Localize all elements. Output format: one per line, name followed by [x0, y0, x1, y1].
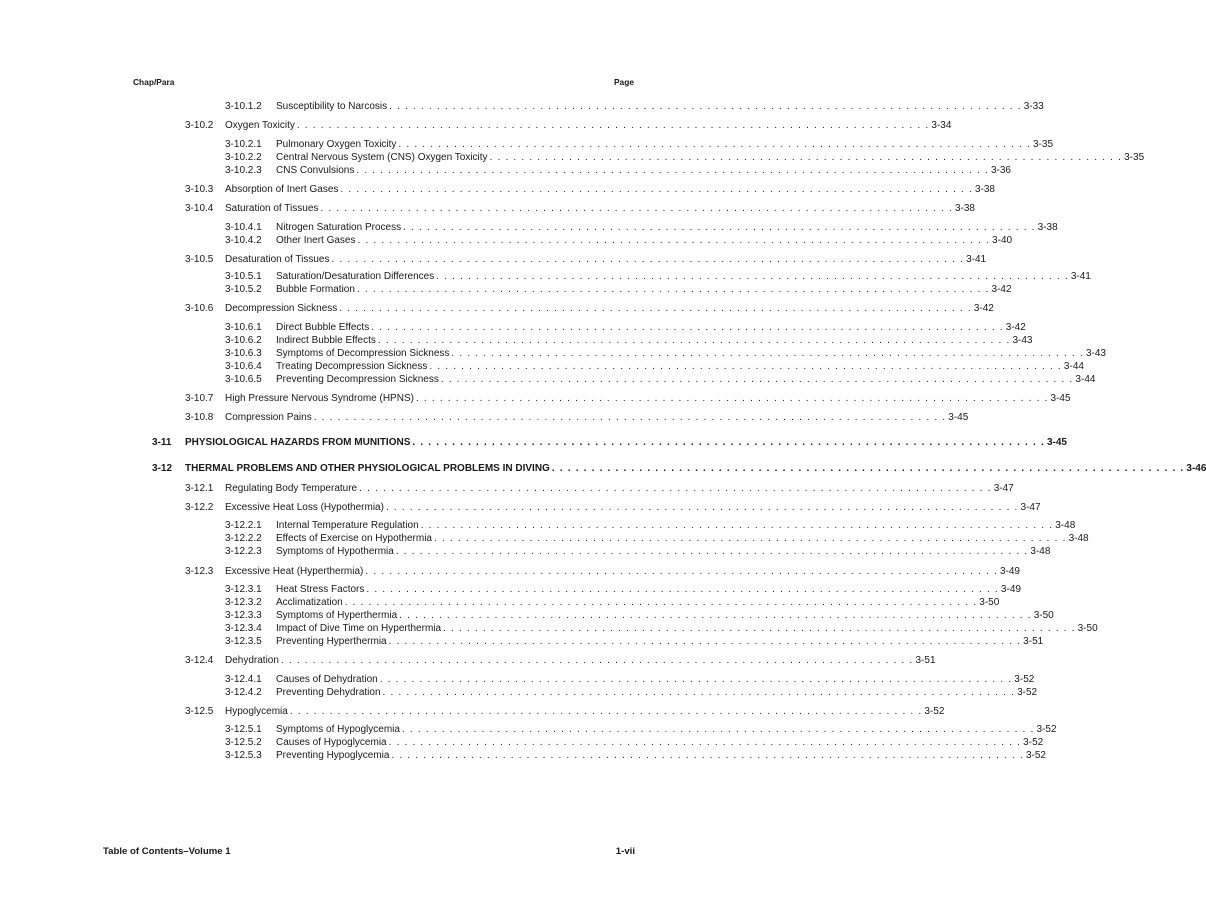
dot-leader: . . . . . . . . . . . . . . . . . . . . . . . . . . . . . . . . . . . . . . . . . . . . . . . . . . . . . . . . . . . . . . . . . . . . . . . . . . . . . . . . [420, 520, 1054, 531]
footer-page-number: 1-vii [615, 846, 635, 857]
dot-leader: . . . . . . . . . . . . . . . . . . . . . . . . . . . . . . . . . . . . . . . . . . . . . . . . . . . . . . . . . . . . . . . . . . . . . . . . . . . . . . . . [489, 152, 1123, 163]
toc-entry-page: 3-52 [1036, 724, 1057, 735]
toc-entry-page: 3-48 [1055, 520, 1076, 531]
dot-leader: . . . . . . . . . . . . . . . . . . . . . . . . . . . . . . . . . . . . . . . . . . . . . . . . . . . . . . . . . . . . . . . . . . . . . . . . . . . . . . . . [365, 566, 998, 577]
toc-entry-page: 3-38 [974, 184, 995, 195]
dot-leader: . . . . . . . . . . . . . . . . . . . . . . . . . . . . . . . . . . . . . . . . . . . . . . . . . . . . . . . . . . . . . . . . . . . . . . . . . . . . . . . . [415, 393, 1049, 404]
toc-entry-title: Desaturation of Tissues [225, 254, 330, 265]
toc-entry [0, 302, 994, 315]
toc-entry-page: 3-52 [924, 706, 945, 717]
toc-entry-title: Preventing Dehydration [276, 687, 381, 698]
toc-entry [0, 583, 1021, 596]
toc-entry-number: 3-10.4 [185, 203, 214, 214]
toc-entry-title: Indirect Bubble Effects [276, 335, 376, 346]
toc-entry [0, 360, 1084, 373]
dot-leader: . . . . . . . . . . . . . . . . . . . . . . . . . . . . . . . . . . . . . . . . . . . . . . . . . . . . . . . . . . . . . . . . . . . . . . . . . . . . . . . . [356, 284, 990, 295]
toc-entry-page: 3-42 [973, 303, 994, 314]
toc-entry-title: Pulmonary Oxygen Toxicity [276, 139, 397, 150]
dot-leader: . . . . . . . . . . . . . . . . . . . . . . . . . . . . . . . . . . . . . . . . . . . . . . . . . . . . . . . . . . . . . . . . . . . . . . . . . . . . . . . . [395, 546, 1029, 557]
toc-entry-page: 3-50 [1033, 610, 1054, 621]
toc-entry [0, 673, 1035, 686]
dot-leader: . . . . . . . . . . . . . . . . . . . . . . . . . . . . . . . . . . . . . . . . . . . . . . . . . . . . . . . . . . . . . . . . . . . . . . . . . . . . . . . . [320, 203, 953, 214]
toc-entry-number: 3-10.2.1 [225, 139, 262, 150]
toc-entry-page: 3-41 [966, 254, 987, 265]
dot-leader: . . . . . . . . . . . . . . . . . . . . . . . . . . . . . . . . . . . . . . . . . . . . . . . . . . . . . . . . . . . . . . . . . . . . . . . . . . . . . . . . [389, 101, 1022, 112]
toc-entry [0, 411, 969, 424]
toc-entry [0, 545, 1051, 558]
toc-entry-number: 3-10.4.2 [225, 235, 262, 246]
toc-entry [0, 635, 1044, 648]
dot-leader: . . . . . . . . . . . . . . . . . . . . . . . . . . . . . . . . . . . . . . . . . . . . . . . . . . . . . . . . . . . . . . . . . . . . . . . . . . . . . . . . [382, 687, 1016, 698]
toc-entry-page: 3-42 [991, 284, 1012, 295]
toc-entry-number: 3-12.2 [185, 502, 214, 513]
toc-entry [0, 532, 1089, 545]
toc-entry-title: Impact of Dive Time on Hyperthermia [276, 623, 442, 634]
toc-entry-page: 3-47 [993, 483, 1014, 494]
toc-entry-number: 3-12.3.1 [225, 584, 262, 595]
dot-leader: . . . . . . . . . . . . . . . . . . . . . . . . . . . . . . . . . . . . . . . . . . . . . . . . . . . . . . . . . . . . . . . . . . . . . . . . . . . . . . . . [436, 271, 1069, 282]
toc-entry-number: 3-10.3 [185, 184, 214, 195]
toc-entry-number: 3-12.2.3 [225, 546, 262, 557]
toc-entry-page: 3-38 [1037, 222, 1058, 233]
dot-leader: . . . . . . . . . . . . . . . . . . . . . . . . . . . . . . . . . . . . . . . . . . . . . . . . . . . . . . . . . . . . . . . . . . . . . . . . . . . . . . . . [429, 361, 1062, 372]
dot-leader: . . . . . . . . . . . . . . . . . . . . . . . . . . . . . . . . . . . . . . . . . . . . . . . . . . . . . . . . . . . . . . . . . . . . . . . . . . . . . . . . [377, 335, 1011, 346]
dot-leader: . . . . . . . . . . . . . . . . . . . . . . . . . . . . . . . . . . . . . . . . . . . . . . . . . . . . . . . . . . . . . . . . . . . . . . . . . . . . . . . . [388, 737, 1022, 748]
dot-leader: . . . . . . . . . . . . . . . . . . . . . . . . . . . . . . . . . . . . . . . . . . . . . . . . . . . . . . . . . . . . . . . . . . . . . . . . . . . . . . . . [356, 165, 989, 176]
dot-leader: . . . . . . . . . . . . . . . . . . . . . . . . . . . . . . . . . . . . . . . . . . . . . . . . . . . . . . . . . . . . . . . . . . . . . . . . . . . . . . . . [359, 483, 992, 494]
toc-entry-page: 3-43 [1012, 335, 1033, 346]
toc-entry [0, 392, 1071, 405]
toc-entry [0, 736, 1044, 749]
toc-entry-page: 3-45 [948, 412, 969, 423]
toc-entry-number: 3-10.6.4 [225, 361, 262, 372]
toc-entry-number: 3-10.5.2 [225, 284, 262, 295]
toc-entry-number: 3-12.5 [185, 706, 214, 717]
toc-entry [0, 221, 1058, 234]
toc-entry-title: Saturation of Tissues [225, 203, 319, 214]
toc-entry [0, 151, 1145, 164]
toc-entry-number: 3-10.2.2 [225, 152, 262, 163]
toc-entry [0, 705, 945, 718]
toc-entry-title: Compression Pains [225, 412, 312, 423]
toc-entry-number: 3-12.5.1 [225, 724, 262, 735]
toc-entry-page: 3-49 [1000, 584, 1021, 595]
dot-leader: . . . . . . . . . . . . . . . . . . . . . . . . . . . . . . . . . . . . . . . . . . . . . . . . . . . . . . . . . . . . . . . . . . . . . . . . . . . . . . . . [280, 655, 914, 666]
toc-entry-number: 3-12.4.1 [225, 674, 262, 685]
toc-entry-number: 3-12 [152, 463, 173, 474]
toc-entry [0, 347, 1106, 360]
toc-entry [0, 283, 1012, 296]
toc-entry-title: Bubble Formation [276, 284, 355, 295]
toc-entry-number: 3-12.3.3 [225, 610, 262, 621]
toc-entry-number: 3-10.4.1 [225, 222, 262, 233]
toc-entry-number: 3-10.5.1 [225, 271, 262, 282]
dot-leader: . . . . . . . . . . . . . . . . . . . . . . . . . . . . . . . . . . . . . . . . . . . . . . . . . . . . . . . . . . . . . . . . . . . . . . . . . . . . . . . . [289, 706, 923, 717]
toc-entry-title: Saturation/Desaturation Differences [276, 271, 435, 282]
footer-title: Table of Contents–Volume 1 [103, 846, 231, 857]
toc-entry [0, 164, 1011, 177]
toc-entry-page: 3-52 [1025, 750, 1046, 761]
toc-entry-title: Symptoms of Hypothermia [276, 546, 394, 557]
toc-entry-number: 3-12.4.2 [225, 687, 262, 698]
toc-entry-number: 3-10.6.5 [225, 374, 262, 385]
toc-entry-page: 3-44 [1063, 361, 1084, 372]
toc-entry-title: Preventing Hyperthermia [276, 636, 387, 647]
dot-leader: . . . . . . . . . . . . . . . . . . . . . . . . . . . . . . . . . . . . . . . . . . . . . . . . . . . . . . . . . . . . . . . . . . . . . . . . . . . . . . . . [551, 463, 1185, 474]
toc-entry-title: Oxygen Toxicity [225, 120, 295, 131]
toc-entry-page: 3-33 [1023, 101, 1044, 112]
toc-entry-number: 3-10.6.3 [225, 348, 262, 359]
dot-leader: . . . . . . . . . . . . . . . . . . . . . . . . . . . . . . . . . . . . . . . . . . . . . . . . . . . . . . . . . . . . . . . . . . . . . . . . . . . . . . . . [339, 303, 972, 314]
toc-entry-number: 3-10.8 [185, 412, 214, 423]
toc-entry-title: Other Inert Gases [276, 235, 356, 246]
toc-entry-number: 3-10.6 [185, 303, 214, 314]
toc-entry-title: Decompression Sickness [225, 303, 338, 314]
toc-entry-page: 3-51 [1023, 636, 1044, 647]
toc-entry [0, 373, 1096, 386]
dot-leader: . . . . . . . . . . . . . . . . . . . . . . . . . . . . . . . . . . . . . . . . . . . . . . . . . . . . . . . . . . . . . . . . . . . . . . . . . . . . . . . . [379, 674, 1013, 685]
dot-leader: . . . . . . . . . . . . . . . . . . . . . . . . . . . . . . . . . . . . . . . . . . . . . . . . . . . . . . . . . . . . . . . . . . . . . . . . . . . . . . . . [296, 120, 930, 131]
toc-entry-number: 3-12.3.4 [225, 623, 262, 634]
toc-entry-title: Excessive Heat (Hyperthermia) [225, 566, 364, 577]
dot-leader: . . . . . . . . . . . . . . . . . . . . . . . . . . . . . . . . . . . . . . . . . . . . . . . . . . . . . . . . . . . . . . . . . . . . . . . . . . . . . . . . [399, 610, 1032, 621]
toc-entry-title: THERMAL PROBLEMS AND OTHER PHYSIOLOGICAL PROBLEMS IN DIVING [185, 463, 550, 474]
toc-entry [0, 234, 1013, 247]
dot-leader: . . . . . . . . . . . . . . . . . . . . . . . . . . . . . . . . . . . . . . . . . . . . . . . . . . . . . . . . . . . . . . . . . . . . . . . . . . . . . . . . [366, 584, 999, 595]
dot-leader: . . . . . . . . . . . . . . . . . . . . . . . . . . . . . . . . . . . . . . . . . . . . . . . . . . . . . . . . . . . . . . . . . . . . . . . . . . . . . . . . [371, 322, 1004, 333]
dot-leader: . . . . . . . . . . . . . . . . . . . . . . . . . . . . . . . . . . . . . . . . . . . . . . . . . . . . . . . . . . . . . . . . . . . . . . . . . . . . . . . . [331, 254, 965, 265]
toc-entry-title: Central Nervous System (CNS) Oxygen Toxicity [276, 152, 488, 163]
toc-entry-title: Causes of Dehydration [276, 674, 378, 685]
toc-entry [0, 609, 1054, 622]
toc-entry [0, 334, 1033, 347]
toc-entry-page: 3-47 [1020, 502, 1041, 513]
toc-entry-page: 3-49 [999, 566, 1020, 577]
toc-entry [0, 321, 1026, 334]
toc-entry-page: 3-51 [915, 655, 936, 666]
toc-entry-number: 3-12.1 [185, 483, 214, 494]
toc-entry [0, 119, 952, 132]
toc-entry-number: 3-12.3.2 [225, 597, 262, 608]
toc-entry [0, 654, 936, 667]
toc-entry-page: 3-48 [1068, 533, 1089, 544]
toc-entry-title: Regulating Body Temperature [225, 483, 358, 494]
toc-entry-title: Preventing Decompression Sickness [276, 374, 439, 385]
dot-leader: . . . . . . . . . . . . . . . . . . . . . . . . . . . . . . . . . . . . . . . . . . . . . . . . . . . . . . . . . . . . . . . . . . . . . . . . . . . . . . . . [398, 139, 1031, 150]
toc-entry-title: Preventing Hypoglycemia [276, 750, 390, 761]
toc-entry [0, 622, 1098, 635]
toc-entry-title: Acclimatization [276, 597, 343, 608]
toc-entry-page: 3-50 [979, 597, 1000, 608]
dot-leader: . . . . . . . . . . . . . . . . . . . . . . . . . . . . . . . . . . . . . . . . . . . . . . . . . . . . . . . . . . . . . . . . . . . . . . . . . . . . . . . . [401, 724, 1035, 735]
toc-entry [0, 596, 1000, 609]
toc-entry-title: CNS Convulsions [276, 165, 355, 176]
toc-entry-title: Effects of Exercise on Hypothermia [276, 533, 432, 544]
toc-entry-page: 3-50 [1077, 623, 1098, 634]
toc-entry [0, 462, 1206, 475]
toc-entry-number: 3-12.2.2 [225, 533, 262, 544]
toc-entry-page: 3-35 [1124, 152, 1145, 163]
dot-leader: . . . . . . . . . . . . . . . . . . . . . . . . . . . . . . . . . . . . . . . . . . . . . . . . . . . . . . . . . . . . . . . . . . . . . . . . . . . . . . . . [357, 235, 991, 246]
column-header-page: Page [613, 77, 634, 87]
toc-entry-number: 3-10.2.3 [225, 165, 262, 176]
toc-entry-title: Treating Decompression Sickness [276, 361, 428, 372]
toc-entry-number: 3-10.6.1 [225, 322, 262, 333]
toc-entry-page: 3-44 [1075, 374, 1096, 385]
toc-entry-page: 3-48 [1030, 546, 1051, 557]
dot-leader: . . . . . . . . . . . . . . . . . . . . . . . . . . . . . . . . . . . . . . . . . . . . . . . . . . . . . . . . . . . . . . . . . . . . . . . . . . . . . . . . [344, 597, 978, 608]
toc-entry [0, 436, 1067, 449]
toc-entry-page: 3-38 [954, 203, 975, 214]
toc-entry-number: 3-10.5 [185, 254, 214, 265]
toc-entry-page: 3-52 [1014, 674, 1035, 685]
toc-entry [0, 565, 1020, 578]
toc-entry-title: Nitrogen Saturation Process [276, 222, 402, 233]
toc-entry-title: Susceptibility to Narcosis [276, 101, 388, 112]
dot-leader: . . . . . . . . . . . . . . . . . . . . . . . . . . . . . . . . . . . . . . . . . . . . . . . . . . . . . . . . . . . . . . . . . . . . . . . . . . . . . . . . [340, 184, 973, 195]
toc-entry-title: High Pressure Nervous Syndrome (HPNS) [225, 393, 414, 404]
toc-entry [0, 519, 1076, 532]
toc-entry [0, 686, 1038, 699]
toc-entry-title: Hypoglycemia [225, 706, 288, 717]
toc-entry-number: 3-10.6.2 [225, 335, 262, 346]
toc-entry-page: 3-41 [1070, 271, 1091, 282]
dot-leader: . . . . . . . . . . . . . . . . . . . . . . . . . . . . . . . . . . . . . . . . . . . . . . . . . . . . . . . . . . . . . . . . . . . . . . . . . . . . . . . . [412, 437, 1045, 448]
toc-entry-title: Heat Stress Factors [276, 584, 365, 595]
dot-leader: . . . . . . . . . . . . . . . . . . . . . . . . . . . . . . . . . . . . . . . . . . . . . . . . . . . . . . . . . . . . . . . . . . . . . . . . . . . . . . . . [388, 636, 1022, 647]
toc-entry [0, 270, 1091, 283]
toc-entry-number: 3-10.1.2 [225, 101, 262, 112]
toc-entry-title: Symptoms of Hyperthermia [276, 610, 398, 621]
toc-entry-title: Dehydration [225, 655, 279, 666]
toc-entry-page: 3-45 [1050, 393, 1071, 404]
toc-entry-page: 3-45 [1046, 437, 1067, 448]
toc-entry [0, 482, 1014, 495]
toc-entry-title: Causes of Hypoglycemia [276, 737, 387, 748]
toc-entry [0, 749, 1046, 762]
toc-entry-number: 3-12.3.5 [225, 636, 262, 647]
toc-entry [0, 253, 987, 266]
toc-entry-page: 3-40 [992, 235, 1013, 246]
toc-entry-page: 3-46 [1186, 463, 1206, 474]
dot-leader: . . . . . . . . . . . . . . . . . . . . . . . . . . . . . . . . . . . . . . . . . . . . . . . . . . . . . . . . . . . . . . . . . . . . . . . . . . . . . . . . [451, 348, 1084, 359]
toc-entry-page: 3-43 [1085, 348, 1106, 359]
toc-entry-number: 3-10.7 [185, 393, 214, 404]
toc-entry-title: Direct Bubble Effects [276, 322, 370, 333]
dot-leader: . . . . . . . . . . . . . . . . . . . . . . . . . . . . . . . . . . . . . . . . . . . . . . . . . . . . . . . . . . . . . . . . . . . . . . . . . . . . . . . . [403, 222, 1036, 233]
dot-leader: . . . . . . . . . . . . . . . . . . . . . . . . . . . . . . . . . . . . . . . . . . . . . . . . . . . . . . . . . . . . . . . . . . . . . . . . . . . . . . . . [313, 412, 947, 423]
toc-entry-title: Symptoms of Decompression Sickness [276, 348, 450, 359]
column-header-chap-para: Chap/Para [133, 77, 175, 87]
toc-entry-number: 3-12.3 [185, 566, 214, 577]
toc-entry-title: Excessive Heat Loss (Hypothermia) [225, 502, 384, 513]
toc-entry-page: 3-34 [931, 120, 952, 131]
toc-entry-page: 3-52 [1017, 687, 1038, 698]
toc-entry [0, 138, 1053, 151]
dot-leader: . . . . . . . . . . . . . . . . . . . . . . . . . . . . . . . . . . . . . . . . . . . . . . . . . . . . . . . . . . . . . . . . . . . . . . . . . . . . . . . . [391, 750, 1024, 761]
toc-entry-page: 3-42 [1005, 322, 1026, 333]
toc-entry [0, 723, 1057, 736]
toc-entry-number: 3-12.4 [185, 655, 214, 666]
toc-entry-title: PHYSIOLOGICAL HAZARDS FROM MUNITIONS [185, 437, 411, 448]
toc-entry [0, 183, 995, 196]
toc-entry-number: 3-10.2 [185, 120, 214, 131]
toc-entry-number: 3-12.5.2 [225, 737, 262, 748]
toc-entry-page: 3-35 [1032, 139, 1053, 150]
toc-entry-title: Internal Temperature Regulation [276, 520, 419, 531]
toc-entry-number: 3-12.5.3 [225, 750, 262, 761]
toc-entry-title: Symptoms of Hypoglycemia [276, 724, 400, 735]
toc-entry-number: 3-12.2.1 [225, 520, 262, 531]
dot-leader: . . . . . . . . . . . . . . . . . . . . . . . . . . . . . . . . . . . . . . . . . . . . . . . . . . . . . . . . . . . . . . . . . . . . . . . . . . . . . . . . [434, 533, 1067, 544]
toc-entry [0, 100, 1044, 113]
toc-entry-number: 3-11 [152, 437, 172, 448]
toc-entry-page: 3-36 [990, 165, 1011, 176]
dot-leader: . . . . . . . . . . . . . . . . . . . . . . . . . . . . . . . . . . . . . . . . . . . . . . . . . . . . . . . . . . . . . . . . . . . . . . . . . . . . . . . . [385, 502, 1019, 513]
toc-entry [0, 202, 975, 215]
dot-leader: . . . . . . . . . . . . . . . . . . . . . . . . . . . . . . . . . . . . . . . . . . . . . . . . . . . . . . . . . . . . . . . . . . . . . . . . . . . . . . . . [440, 374, 1074, 385]
toc-entry [0, 501, 1041, 514]
dot-leader: . . . . . . . . . . . . . . . . . . . . . . . . . . . . . . . . . . . . . . . . . . . . . . . . . . . . . . . . . . . . . . . . . . . . . . . . . . . . . . . . [443, 623, 1076, 634]
toc-entry-title: Absorption of Inert Gases [225, 184, 339, 195]
toc-entry-page: 3-52 [1023, 737, 1044, 748]
